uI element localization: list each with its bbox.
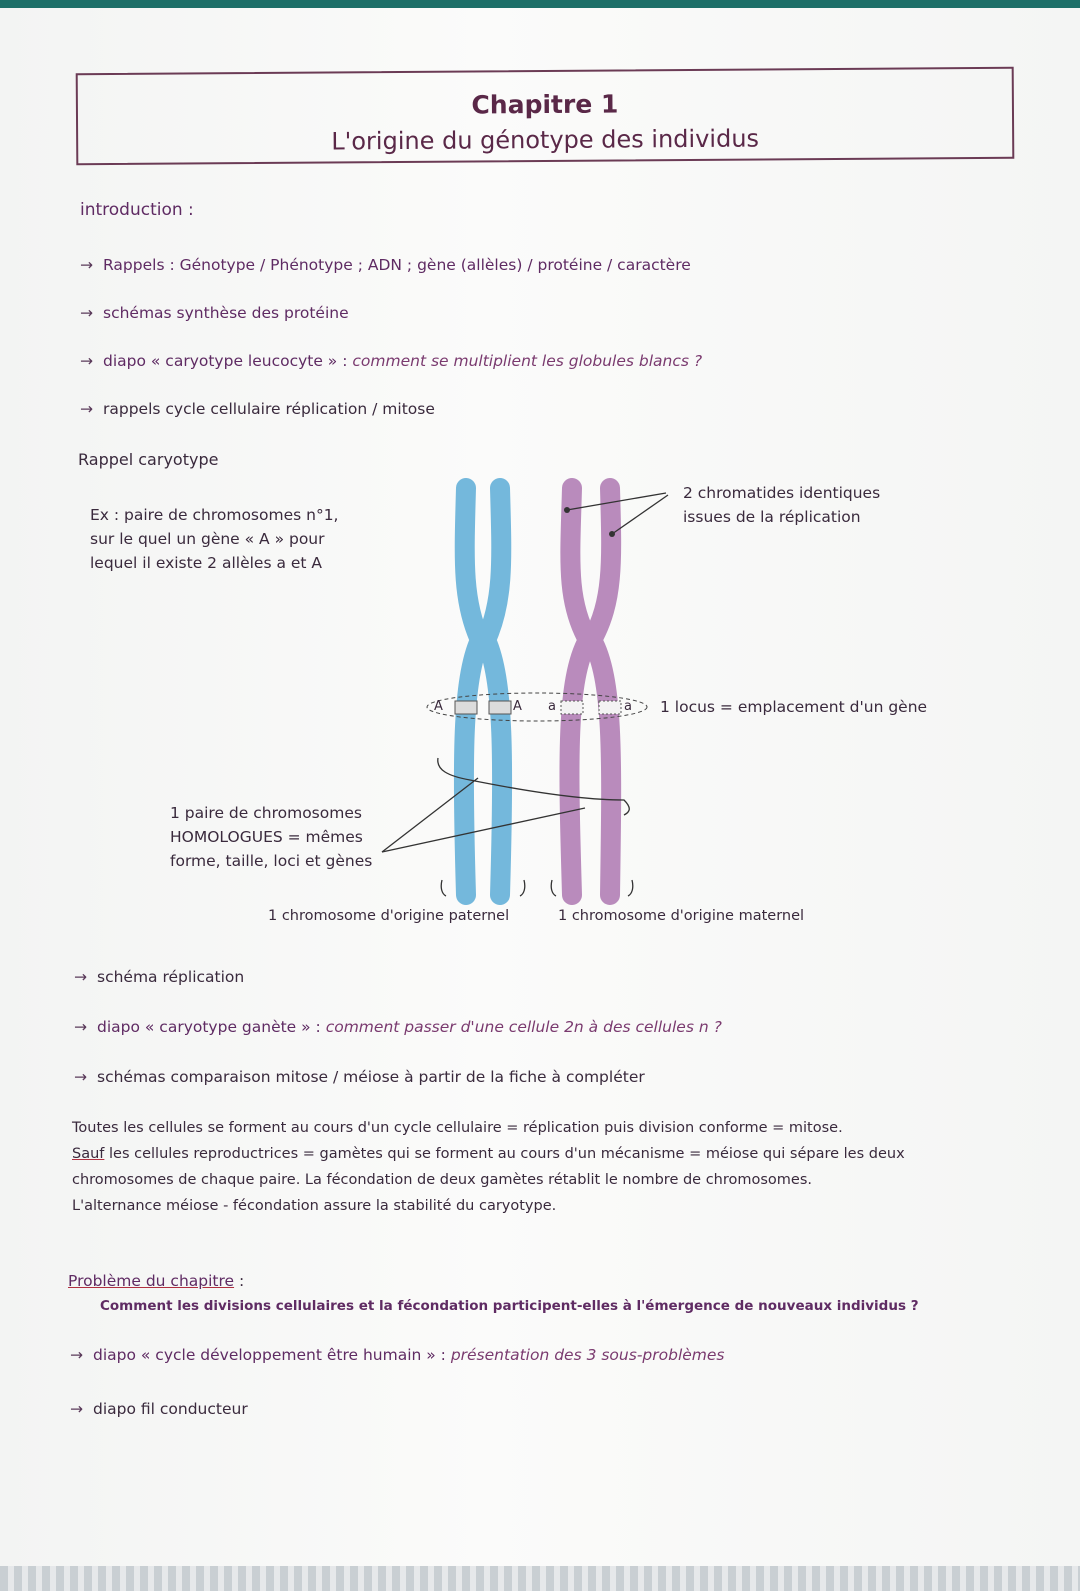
chapter-number: Chapitre 1 [471,89,619,120]
chromatids-label: 2 chromatides identiques [683,484,881,502]
allele-label-A: A [513,699,522,714]
example-line: sur le quel un gène « A » pour [90,530,325,548]
maternal-chromosome [569,488,611,895]
paragraph-line: Toutes les cellules se forment au cours d'un cycle cellulaire = réplication puis division conforme = mitose. [72,1120,843,1136]
allele-label-a: a [624,699,632,714]
paragraph-line: Sauf les cellules reproductrices = gamètes qui se forment au cours d'un mécanisme = méiose qui sépare les deux [72,1146,905,1162]
list-item: → Rappels : Génotype / Phénotype ; ADN ; gène (allèles) / protéine / caractère [80,256,691,274]
homologues-label: 1 paire de chromosomes [170,804,362,822]
allele-label-a: a [548,699,556,714]
paragraph-line: L'alternance méiose - fécondation assure la stabilité du caryotype. [72,1198,557,1214]
paternal-label: 1 chromosome d'origine paternel [268,908,510,924]
list-item: → diapo fil conducteur [70,1400,248,1418]
allele-bands [455,701,621,714]
chapter-title: L'origine du génotype des individus [331,124,760,156]
probleme-question: Comment les divisions cellulaires et la fécondation participent-elles à l'émergence de nouveaux individus ? [100,1298,919,1314]
maternal-chromatid-left [569,488,588,895]
allele-label-A: A [434,699,443,714]
paternal-chromosome [464,488,502,895]
list-item: → schémas comparaison mitose / méiose à partir de la fiche à compléter [74,1068,645,1086]
intro-label: introduction : [80,200,194,220]
probleme-label: Problème du chapitre : [68,1272,245,1290]
example-line: Ex : paire de chromosomes n°1, [90,506,339,524]
list-item: → schéma réplication [74,968,245,986]
paragraph-line: chromosomes de chaque paire. La fécondation de deux gamètes rétablit le nombre de chromosomes. [72,1172,813,1188]
list-item: → schémas synthèse des protéine [80,304,349,322]
homologues-label: HOMOLOGUES = mêmes [170,828,363,846]
locus-label: 1 locus = emplacement d'un gène [660,698,928,716]
homologues-label: forme, taille, loci et gènes [170,852,373,870]
paternal-chromatid-right [486,488,502,895]
list-item: → diapo « caryotype leucocyte » : comment se multiplient les globules blancs ? [80,352,703,370]
binder-edge-bottom [0,1566,1080,1591]
rappel-label: Rappel caryotype [78,450,219,469]
pointer-lines [382,493,668,896]
list-item: → diapo « cycle développement être humain » : présentation des 3 sous-problèmes [70,1346,725,1364]
maternal-label: 1 chromosome d'origine maternel [558,908,805,924]
list-item: → rappels cycle cellulaire réplication / mitose [80,400,435,418]
example-line: lequel il existe 2 allèles a et A [90,554,323,572]
chromatids-label: issues de la réplication [683,508,861,526]
maternal-chromatid-right [592,488,611,895]
list-item: → diapo « caryotype ganète » : comment passer d'une cellule 2n à des cellules n ? [74,1018,722,1036]
